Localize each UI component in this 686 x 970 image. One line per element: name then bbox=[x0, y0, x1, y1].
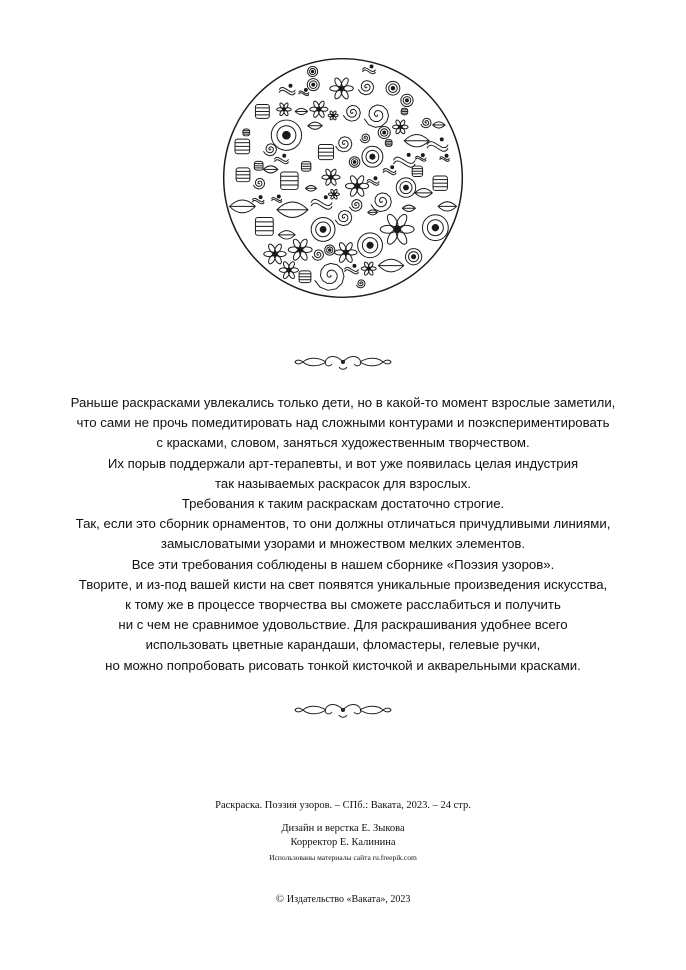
intro-line: Раньше раскрасками увлекались только дети, но в какой-то момент взрослые заметили, bbox=[70, 395, 616, 410]
intro-line: замысловатыми узорами и множеством мелких элементов. bbox=[160, 536, 526, 552]
intro-line: Творите, и из-под вашей кисти на свет появятся уникальные произведения искусства, bbox=[78, 576, 608, 592]
intro-line: Их порыв поддержали арт-терапевты, и вот уже появилась целая индустрия bbox=[107, 455, 579, 471]
intro-line: с красками, словом, заняться художественным творчеством. bbox=[156, 435, 530, 451]
intro-line: Так, если это сборник орнаментов, то они должны отличаться причудливыми линиями, bbox=[75, 516, 611, 532]
corrector-credit: Корректор Е. Калинина bbox=[290, 837, 396, 848]
doodle-mandala-illustration bbox=[220, 55, 466, 301]
intro-line: но можно попробовать рисовать тонкой кисточкой и акварельными красками. bbox=[105, 657, 581, 673]
materials-credit: Использованы материалы сайта ru.freepik.com bbox=[269, 853, 417, 862]
intro-line: Требования к таким раскраскам достаточно строгие. bbox=[181, 496, 505, 512]
credits bbox=[0, 822, 686, 850]
intro-line: так называемых раскрасок для взрослых. bbox=[215, 475, 471, 491]
copyright-text: Издательство «Ваката», 2023 bbox=[286, 894, 411, 905]
design-credit: Дизайн и верстка Е. Зыкова bbox=[281, 823, 405, 834]
bibliographic-line: Раскраска. Поэзия узоров. – СПб.: Ваката, 2023. – 24 стр. bbox=[215, 800, 471, 811]
intro-line: Все эти требования соблюдены в нашем сборнике «Поэзия узоров». bbox=[131, 556, 555, 572]
intro-line: ни с чем не сравнимое удовольствие. Для раскрашивания удобнее всего bbox=[118, 617, 568, 633]
intro-line: что сами не прочь помедитировать над сложными контурами и поэкспериментировать bbox=[76, 415, 610, 431]
copyright-icon: © bbox=[275, 893, 284, 905]
intro-text bbox=[40, 393, 646, 676]
intro-line: использовать цветные карандаши, фломастеры, гелевые ручки, bbox=[145, 637, 541, 653]
intro-line: к тому же в процессе творчества вы сможете расслабиться и получить bbox=[125, 597, 561, 613]
ornament-divider-bottom bbox=[293, 700, 393, 720]
ornament-divider-top bbox=[293, 352, 393, 372]
copyright bbox=[0, 893, 686, 905]
